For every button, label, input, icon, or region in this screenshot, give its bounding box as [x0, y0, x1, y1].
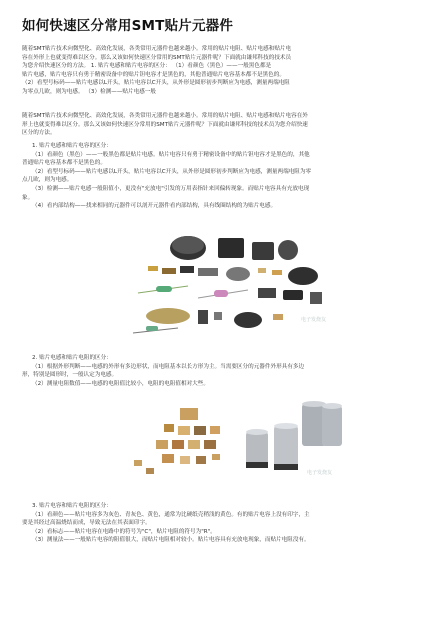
chip-capacitor — [180, 456, 190, 464]
text-line: （1）看颜色（黑色）——一般黑色都是贴片电感。贴片电容只有勇于精密设备中的贴片钽电容才是黑色的，其他 — [32, 151, 310, 158]
smd-component — [283, 290, 303, 300]
smd-component — [198, 268, 218, 276]
chip-capacitor — [178, 426, 190, 435]
chip-capacitor — [188, 440, 200, 449]
inductor-component — [218, 238, 244, 258]
text-line: （3）检测——贴片电感一般阻值小，更没有"充放电"引发的万用表指针来回偏转现象。而贴片电容具有充放电现 — [32, 185, 310, 192]
inductor-component — [278, 240, 298, 260]
text-line: 形，特别是圆形时，一般认定为电感。 — [22, 372, 118, 379]
chip-capacitor — [180, 408, 198, 420]
text-line: 随着SMT贴片技术向微型化、高效化发展，各类常用元器件也越来越小。常用的贴片电阻、贴片电感和贴片电 — [22, 46, 292, 52]
chip-capacitor — [162, 454, 174, 463]
capacitor-component — [146, 308, 190, 324]
text-line: 要是其经过高温烧结而成，导致无法在其表面印字。 — [22, 520, 151, 527]
smd-capacitor — [148, 266, 158, 271]
smd-capacitor — [273, 314, 283, 320]
smd-capacitor — [162, 268, 176, 274]
text-line: （2）看标志——贴片电容在电路中的符号为"C"，贴片电阻的符号为"R"。 — [32, 528, 216, 535]
text-line: （3）测量法——一般贴片电容的阻值很大，而贴片电阻相对较小。贴片电容具有充放电现象，而贴片电阻没有。 — [32, 537, 310, 544]
smd-resistor — [180, 266, 194, 273]
chip-capacitor — [164, 424, 174, 432]
text-line: 为零点几欧，则为电感。 （3）检测——贴片电感一般 — [22, 88, 156, 95]
smd-component — [198, 310, 208, 324]
smd-component — [258, 288, 276, 298]
text-line: 贴片电感，贴片电容只有勇于精密设备中的贴片钽电容才是黑色的，其他普通贴片电容基本都不是黑色的。 — [22, 71, 285, 78]
section-heading: 3. 贴片电容和贴片电阻的区分： — [32, 503, 112, 509]
electrolytic-capacitor — [246, 432, 268, 466]
intro-paragraph-1 — [22, 45, 418, 97]
section-heading: 2. 贴片电感和贴片电阻的区分： — [32, 355, 112, 361]
text-line: （1）根据外形判断——电感的外形有多边形状，而电阻基本以长方形为主。当需要区分的元器件外形具有多边 — [32, 363, 305, 370]
image-watermark: 电子发烧友 — [300, 317, 326, 323]
chip-capacitor — [204, 440, 216, 449]
inductor-component — [234, 312, 262, 328]
page-title: 如何快速区分常用SMT贴片元器件 — [22, 18, 234, 34]
electrolytic-capacitor — [322, 406, 342, 446]
intro-paragraph-2 — [22, 112, 418, 138]
text-line: （2）看型号标码——贴片电感以L开头，贴片电容以C开头，从外形是圆形初步判断应为电感，测量两端电阻 — [22, 80, 290, 87]
inductor-component — [288, 267, 318, 285]
section-2 — [22, 354, 418, 388]
text-line: （4）看内部结构——找来相同的元器件可以剖开元器件看内部结构，具有线圈结构的为贴片电感。 — [32, 203, 277, 210]
chip-capacitor — [146, 468, 154, 474]
components-photo-2 — [126, 398, 346, 490]
text-line: （1）看颜色——贴片电容多为灰色、青灰色、黄色，通常为比硬纸壳稍浅的黄色。有的贴片电容上没有印字，主 — [32, 511, 310, 518]
text-line: 形上也就变得难以区分。那么又该如何快速区分常用的SMT贴片元器件呢？下面就由谦邦科技的技术员为您介绍快速 — [22, 121, 308, 128]
axial-component — [214, 290, 228, 297]
chip-capacitor — [194, 426, 206, 435]
chip-capacitor — [196, 456, 206, 464]
text-line: 为您介绍快速区分的方法。 1. 贴片电感和贴片电容的区分： （1）看颜色（黑色）——一般黑色都是 — [22, 63, 272, 70]
chip-capacitor — [134, 460, 142, 466]
components-photo-1 — [128, 228, 338, 343]
text-line: 容在外形上也就变得难以区分。那么又该如何快速区分常用的SMT贴片元器件呢？下面就由谦邦科技的技术员 — [22, 54, 292, 61]
section-3 — [22, 502, 418, 545]
chip-capacitor — [172, 440, 184, 449]
image-watermark: 电子发烧友 — [306, 470, 332, 476]
chip-capacitor — [210, 426, 220, 434]
chip-capacitor — [212, 454, 220, 460]
inductor-component — [252, 242, 274, 260]
text-line: 随着SMT贴片技术向微型化、高效化发展，各类常用元器件也越来越小。常用的贴片电阻、贴片电感和贴片电容在外 — [22, 113, 308, 119]
text-line: （2）测量电阻数值——电感的电阻值比较小，电阻的电阻值相对大些。 — [32, 380, 209, 387]
smd-component — [214, 312, 222, 320]
section-1 — [22, 142, 418, 211]
axial-inductor — [156, 286, 172, 292]
chip-capacitor — [156, 440, 168, 449]
text-line: 普通贴片电容基本都不是黑色的。 — [22, 160, 106, 167]
text-line: 点几欧，则为电感。 — [22, 177, 73, 184]
electrolytic-capacitor — [274, 426, 298, 468]
smd-components-illustration — [128, 228, 338, 343]
section-heading: 1. 贴片电感和贴片电容的区分： — [32, 143, 112, 149]
text-line: 象。 — [22, 194, 34, 201]
text-line: 区分的方法。 — [22, 130, 56, 137]
capacitor-components-illustration — [126, 398, 346, 490]
text-line: （2）看型号标码——贴片电感以L开头，贴片电容以C开头，从外形是圆形初步判断应为电感，测量两端电阻为零 — [32, 168, 312, 175]
smd-component — [310, 292, 322, 304]
inductor-component — [226, 267, 250, 281]
smd-capacitor — [272, 270, 282, 275]
smd-capacitor — [258, 268, 266, 273]
axial-inductor — [146, 326, 158, 331]
